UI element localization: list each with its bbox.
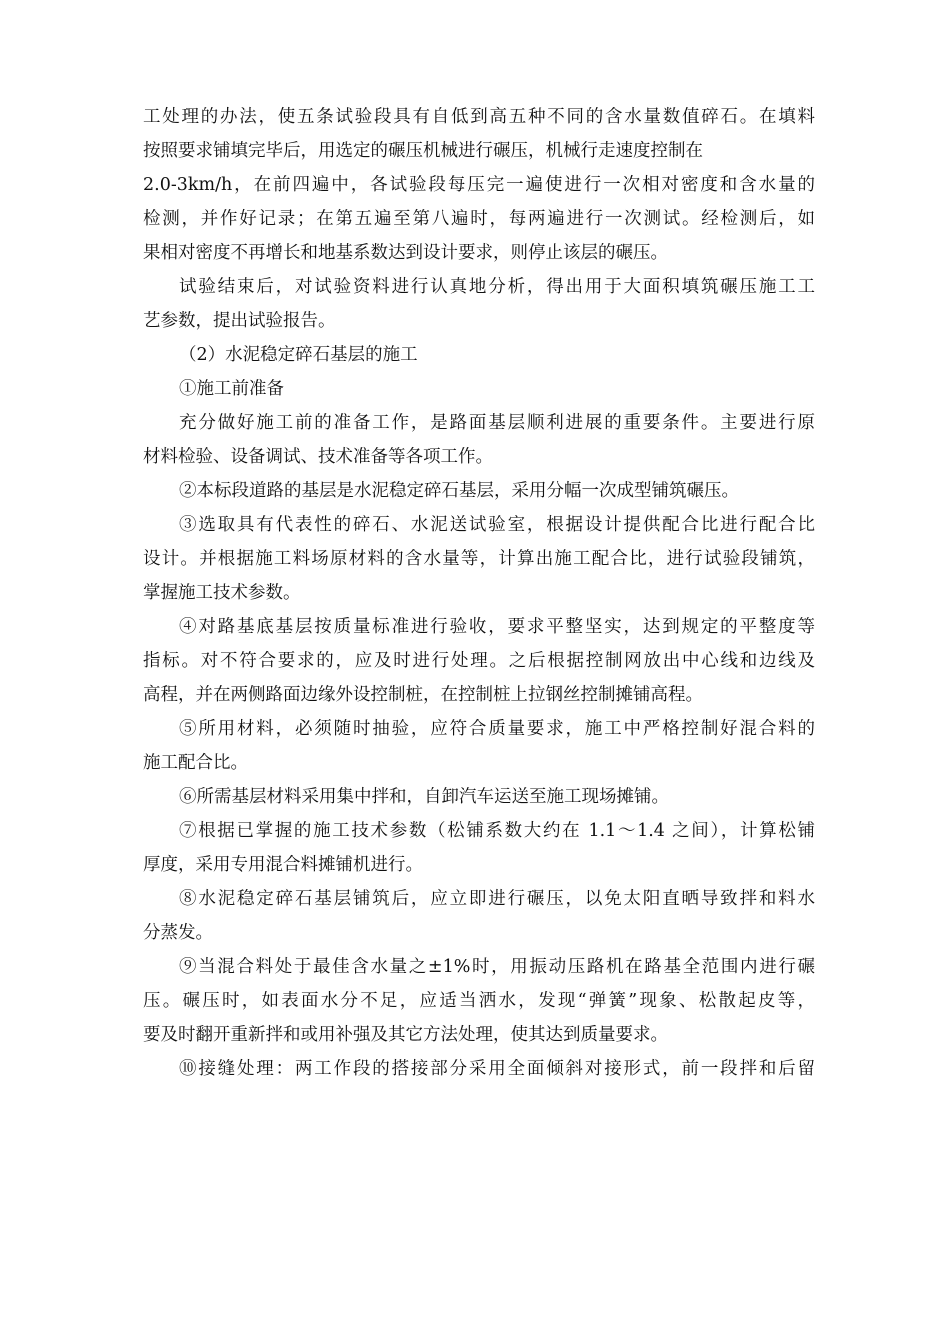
text-line: 工处理的办法，使五条试验段具有自低到高五种不同的含水量数值碎石。在填料	[143, 107, 815, 127]
text-line: ⑦根据已掌握的施工技术参数（松铺系数大约在 1.1～1.4 之间），计算松铺	[179, 821, 815, 841]
text-line: ②本标段道路的基层是水泥稳定碎石基层，采用分幅一次成型铺筑碾压。	[179, 481, 739, 501]
text-line: 设计。并根据施工料场原材料的含水量等，计算出施工配合比，进行试验段铺筑，	[143, 549, 815, 569]
document-page	[143, 100, 815, 1086]
text-line: 艺参数，提出试验报告。	[143, 311, 336, 331]
text-line: 高程，并在两侧路面边缘外设控制桩，在控制桩上拉钢丝控制摊铺高程。	[143, 685, 703, 705]
text-line: 试验结束后，对试验资料进行认真地分析，得出用于大面积填筑碾压施工工	[179, 277, 815, 297]
text-line: 材料检验、设备调试、技术准备等各项工作。	[143, 447, 493, 467]
text-line: ⑧水泥稳定碎石基层铺筑后，应立即进行碾压，以免太阳直晒导致拌和料水	[179, 889, 815, 909]
text-line: ③选取具有代表性的碎石、水泥送试验室，根据设计提供配合比进行配合比	[179, 515, 815, 535]
text-line: （2）水泥稳定碎石基层的施工	[179, 345, 418, 365]
text-line: ⑨当混合料处于最佳含水量之±1%时，用振动压路机在路基全范围内进行碾	[179, 957, 815, 977]
text-line: 果相对密度不再增长和地基系数达到设计要求，则停止该层的碾压。	[143, 243, 668, 263]
text-line: 指标。对不符合要求的，应及时进行处理。之后根据控制网放出中心线和边线及	[143, 651, 815, 671]
text-line: ⑤所用材料，必须随时抽验，应符合质量要求，施工中严格控制好混合料的	[179, 719, 815, 739]
text-line: ⑩接缝处理：两工作段的搭接部分采用全面倾斜对接形式，前一段拌和后留	[179, 1059, 815, 1079]
text-line: 厚度，采用专用混合料摊铺机进行。	[143, 855, 423, 875]
text-line: 压。碾压时，如表面水分不足，应适当洒水，发现“弹簧”现象、松散起皮等，	[143, 991, 815, 1011]
text-line: 检测，并作好记录；在第五遍至第八遍时，每两遍进行一次测试。经检测后，如	[143, 209, 815, 229]
text-line: ①施工前准备	[179, 379, 284, 399]
text-line: ④对路基底基层按质量标准进行验收，要求平整坚实，达到规定的平整度等	[179, 617, 815, 637]
text-line: 充分做好施工前的准备工作，是路面基层顺利进展的重要条件。主要进行原	[179, 413, 815, 433]
text-line: ⑥所需基层材料采用集中拌和，自卸汽车运送至施工现场摊铺。	[179, 787, 669, 807]
text-line: 2.0-3km/h，在前四遍中，各试验段每压完一遍使进行一次相对密度和含水量的	[143, 175, 815, 195]
text-line: 掌握施工技术参数。	[143, 583, 301, 603]
text-line: 要及时翻开重新拌和或用补强及其它方法处理，使其达到质量要求。	[143, 1025, 668, 1045]
text-line: 分蒸发。	[143, 923, 213, 943]
text-line: 按照要求铺填完毕后，用选定的碾压机械进行碾压，机械行走速度控制在	[143, 141, 703, 161]
text-line: 施工配合比。	[143, 753, 248, 773]
